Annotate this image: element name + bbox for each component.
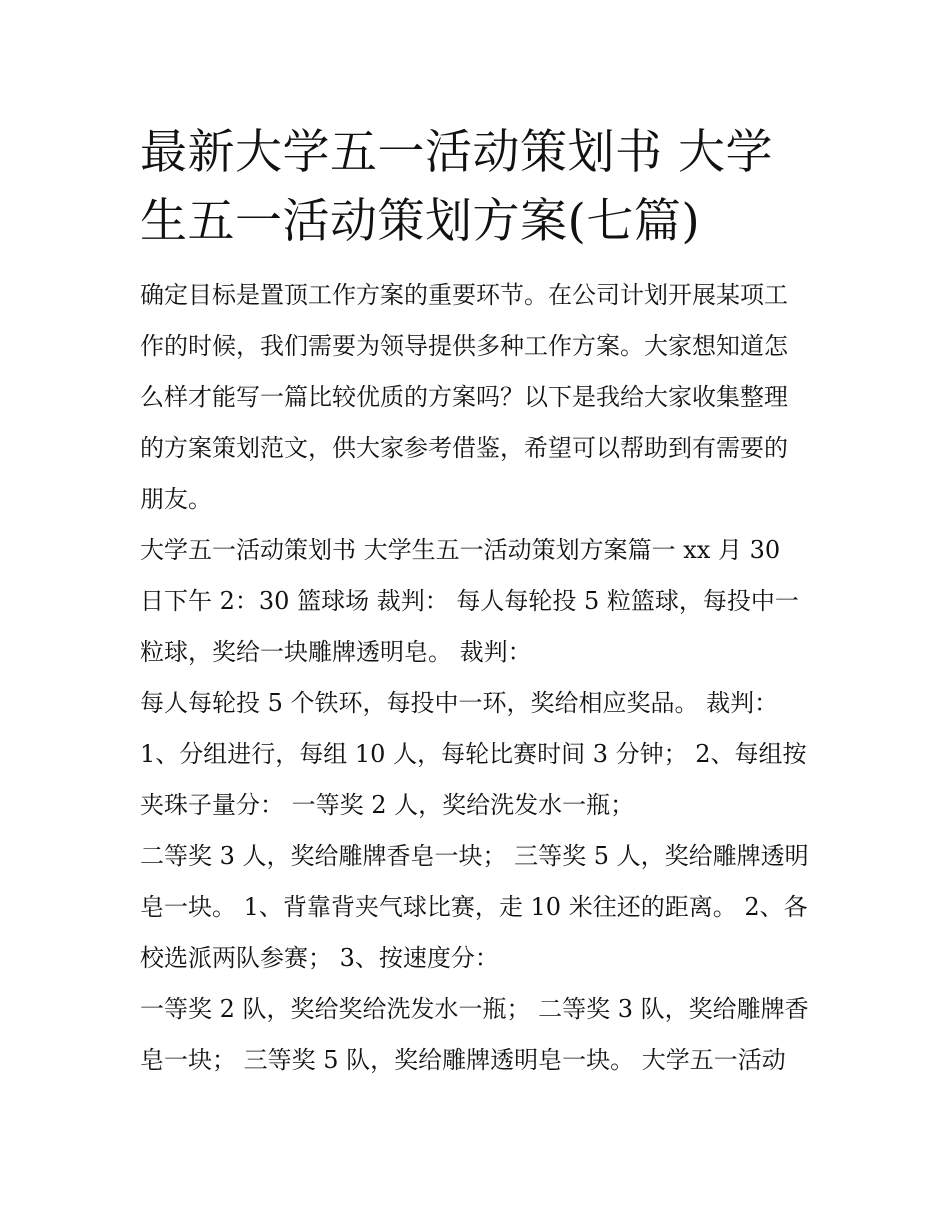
document-body <box>140 270 812 1086</box>
rules-paragraph <box>140 678 812 831</box>
text-line: 大学五一活动策划书 大学生五一活动策划方案篇一 xx 月 30 <box>140 536 781 564</box>
text-line: 作的时候，我们需要为领导提供多种工作方案。大家想知道怎 <box>140 332 788 360</box>
document-title <box>140 118 812 256</box>
text-line: 粒球，奖给一块雕牌透明皂。 裁判： <box>140 638 532 666</box>
text-line: 夹珠子量分： 一等奖 2 人，奖给洗发水一瓶； <box>140 791 635 819</box>
document-content <box>140 118 812 1086</box>
text-line: 校选派两队参赛； 3、按速度分： <box>140 944 499 972</box>
title-line: 最新大学五一活动策划书 大学 <box>140 125 773 180</box>
text-line: 一等奖 2 队，奖给奖给洗发水一瓶； 二等奖 3 队，奖给雕牌香 <box>140 995 809 1023</box>
text-line: 二等奖 3 人，奖给雕牌香皂一块； 三等奖 5 人，奖给雕牌透明 <box>140 842 809 870</box>
text-line: 朋友。 <box>140 485 212 513</box>
prizes-paragraph <box>140 831 812 984</box>
activity-paragraph <box>140 525 812 678</box>
intro-paragraph <box>140 270 812 525</box>
text-line: 皂一块； 三等奖 5 队，奖给雕牌透明皂一块。 大学五一活动 <box>140 1046 786 1074</box>
team-prizes-paragraph <box>140 984 812 1086</box>
title-line: 生五一活动策划方案(七篇) <box>140 194 701 249</box>
text-line: 确定目标是置顶工作方案的重要环节。在公司计划开展某项工 <box>140 281 788 309</box>
text-line: 皂一块。 1、背靠背夹气球比赛，走 10 米往还的距离。 2、各 <box>140 893 808 921</box>
text-line: 每人每轮投 5 个铁环，每投中一环，奖给相应奖品。 裁判： <box>140 689 779 717</box>
text-line: 的方案策划范文，供大家参考借鉴，希望可以帮助到有需要的 <box>140 434 788 462</box>
text-line: 日下午 2：30 篮球场 裁判： 每人每轮投 5 粒篮球，每投中一 <box>140 587 799 615</box>
text-line: 么样才能写一篇比较优质的方案吗？以下是我给大家收集整理 <box>140 383 788 411</box>
text-line: 1、分组进行，每组 10 人，每轮比赛时间 3 分钟； 2、每组按 <box>140 740 807 768</box>
